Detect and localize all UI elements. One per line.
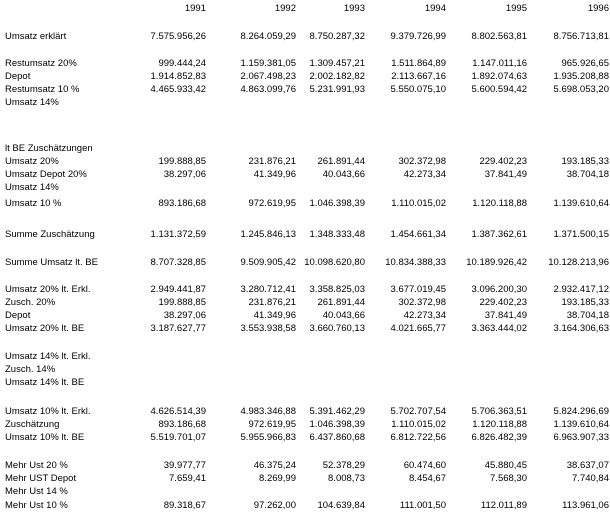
table-row: [0, 198, 610, 210]
table-cell: 8.008,73: [328, 473, 365, 484]
table-row: [0, 310, 610, 322]
table-cell: 1.309.457,21: [309, 58, 365, 69]
table-cell: 1.454.661,34: [390, 229, 446, 240]
table-cell: 39.977,77: [163, 460, 206, 471]
table-row: [0, 364, 610, 376]
table-row: [0, 229, 610, 241]
table-cell: 40.043,66: [322, 169, 365, 180]
table-cell: 5.955.966,83: [240, 432, 296, 443]
table-cell: 10.098.620,80: [304, 257, 365, 268]
table-cell: 2.113.667,16: [391, 71, 446, 82]
table-cell: 8.454,67: [409, 473, 446, 484]
table-row: [0, 182, 610, 194]
table-row: [0, 406, 610, 418]
row-label: Umsatz Depot 20%: [5, 169, 87, 180]
table-cell: 42.273,34: [403, 169, 446, 180]
row-label: Umsatz 14% lt. Erkl.: [5, 351, 91, 362]
year-header: 1995: [505, 3, 527, 14]
table-cell: 1.131.372,59: [150, 229, 206, 240]
table-cell: 5.698.053,20: [553, 84, 609, 95]
table-cell: 111.001,50: [399, 500, 446, 511]
row-label: Mehr Ust 20 %: [5, 460, 68, 471]
table-cell: 8.802.563,81: [471, 31, 527, 42]
table-cell: 3.677.019,45: [390, 284, 446, 295]
table-cell: 302.372,98: [398, 297, 446, 308]
table-cell: 8.756.713,81: [553, 31, 609, 42]
row-label: Depot: [5, 71, 31, 82]
table-cell: 972.619,95: [248, 198, 296, 209]
table-cell: 52.378,29: [322, 460, 365, 471]
table-cell: 4.465.933,42: [150, 84, 206, 95]
table-cell: 229.402,23: [479, 156, 527, 167]
row-label: Mehr Ust 10 %: [5, 500, 68, 511]
table-row: [0, 143, 610, 155]
table-cell: 3.553.938,58: [240, 323, 296, 334]
table-cell: 112.011,89: [480, 500, 527, 511]
table-cell: 8.264.059,29: [240, 31, 296, 42]
row-label: Umsatz 20% lt. Erkl.: [5, 284, 91, 295]
table-cell: 46.375,24: [253, 460, 296, 471]
table-cell: 5.391.462,29: [309, 406, 365, 417]
table-row: [0, 97, 610, 109]
table-cell: 42.273,34: [403, 310, 446, 321]
table-cell: 6.437.860,68: [309, 432, 365, 443]
table-cell: 9.379.726,99: [390, 31, 446, 42]
table-cell: 3.187.627,77: [150, 323, 206, 334]
table-cell: 41.349,96: [253, 310, 296, 321]
row-label: Restumsatz 10 %: [5, 84, 80, 95]
table-row: [0, 500, 610, 512]
table-cell: 2.932.417,12: [553, 284, 609, 295]
row-label: Depot: [5, 310, 31, 321]
table-cell: 3.660.760,13: [309, 323, 365, 334]
table-cell: 5.824.296,69: [553, 406, 609, 417]
row-label: Restumsatz 20%: [5, 58, 77, 69]
table-row: [0, 432, 610, 444]
table-cell: 1.371.500,15: [553, 229, 609, 240]
table-cell: 10.834.388,33: [385, 257, 446, 268]
table-cell: 38.297,06: [163, 310, 206, 321]
table-cell: 231.876,21: [248, 156, 296, 167]
row-label: Umsatz 14%: [5, 182, 59, 193]
table-cell: 1.914.852,83: [150, 71, 206, 82]
table-cell: 1.387.362,61: [471, 229, 527, 240]
table-cell: 1.511.864,89: [391, 58, 446, 69]
table-cell: 38.297,06: [163, 169, 206, 180]
table-cell: 1.935.208,88: [553, 71, 609, 82]
row-label: Umsatz 14%: [5, 97, 59, 108]
table-cell: 193.185,33: [561, 297, 609, 308]
table-cell: 38.704,18: [566, 310, 609, 321]
year-header: 1993: [343, 3, 365, 14]
table-row: [0, 486, 610, 498]
table-cell: 4.021.665,77: [390, 323, 446, 334]
table-row: [0, 31, 610, 43]
table-cell: 5.702.707,54: [390, 406, 446, 417]
table-cell: 45.880,45: [484, 460, 527, 471]
row-label: Umsatz 10% lt. BE: [5, 432, 85, 443]
year-header-row: [0, 3, 610, 15]
row-label: lt BE Zuschätzungen: [5, 143, 93, 154]
table-row: [0, 156, 610, 168]
row-label: Zusch. 14%: [5, 364, 56, 375]
table-cell: 3.164.306,63: [553, 323, 609, 334]
table-row: [0, 351, 610, 363]
table-cell: 7.575.956,26: [150, 31, 206, 42]
table-cell: 5.600.594,42: [471, 84, 527, 95]
table-cell: 1.892.074,63: [471, 71, 527, 82]
table-row: [0, 323, 610, 335]
table-cell: 5.519.701,07: [150, 432, 206, 443]
table-cell: 229.402,23: [479, 297, 527, 308]
table-cell: 10.128.213,96: [548, 257, 609, 268]
row-label: Umsatz 20%: [5, 156, 59, 167]
table-cell: 1.139.610,64: [553, 198, 609, 209]
table-cell: 8.269,99: [259, 473, 296, 484]
table-cell: 199.888,85: [158, 156, 206, 167]
table-cell: 2.002.182,82: [309, 71, 365, 82]
table-cell: 302.372,98: [398, 156, 446, 167]
year-header: 1991: [184, 3, 206, 14]
row-label: Summe Umsatz lt. BE: [5, 257, 98, 268]
table-cell: 893.186,68: [158, 198, 206, 209]
table-cell: 8.707.328,85: [150, 257, 206, 268]
table-cell: 41.349,96: [253, 169, 296, 180]
table-cell: 40.043,66: [322, 310, 365, 321]
table-cell: 1.046.398,39: [309, 198, 365, 209]
row-label: Umsatz 20% lt. BE: [5, 323, 85, 334]
table-cell: 1.147.011,16: [472, 58, 527, 69]
table-cell: 893.186,68: [158, 419, 206, 430]
row-label: Zusch. 20%: [5, 297, 56, 308]
table-cell: 6.826.482,39: [471, 432, 527, 443]
table-cell: 8.750.287,32: [309, 31, 365, 42]
table-cell: 1.110.015,02: [391, 419, 446, 430]
table-cell: 261.891,44: [317, 297, 365, 308]
table-cell: 5.706.363,51: [471, 406, 527, 417]
table-cell: 9.509.905,42: [240, 257, 296, 268]
row-label: Umsatz 14% lt. BE: [5, 377, 85, 388]
table-cell: 4.863.099,76: [240, 84, 296, 95]
row-label: Mehr UST Depot: [5, 473, 77, 484]
table-cell: 38.704,18: [566, 169, 609, 180]
table-cell: 1.348.333,48: [309, 229, 365, 240]
table-cell: 1.046.398,39: [309, 419, 365, 430]
table-cell: 261.891,44: [317, 156, 365, 167]
table-cell: 7.740,84: [572, 473, 609, 484]
table-row: [0, 473, 610, 485]
table-cell: 113.961,06: [562, 500, 609, 511]
table-cell: 3.363.444,02: [471, 323, 527, 334]
table-row: [0, 169, 610, 181]
table-cell: 972.619,95: [248, 419, 296, 430]
table-row: [0, 58, 610, 70]
row-label: Umsatz 10 %: [5, 198, 62, 209]
row-label: Umsatz erklärt: [5, 31, 67, 42]
table-row: [0, 284, 610, 296]
table-cell: 1.120.118,88: [472, 198, 527, 209]
table-cell: 1.110.015,02: [391, 198, 446, 209]
table-cell: 6.963.907,33: [553, 432, 609, 443]
year-header: 1996: [587, 3, 609, 14]
table-cell: 5.550.075,10: [390, 84, 446, 95]
table-cell: 89.318,67: [163, 500, 206, 511]
table-cell: 1.120.118,88: [472, 419, 527, 430]
table-cell: 2.949.441,87: [150, 284, 206, 295]
table-cell: 1.245.846,13: [240, 229, 296, 240]
table-row: [0, 71, 610, 83]
table-cell: 999.444,24: [158, 58, 206, 69]
table-row: [0, 460, 610, 472]
table-cell: 231.876,21: [248, 297, 296, 308]
table-cell: 965.926,65: [561, 58, 609, 69]
table-cell: 193.185,33: [561, 156, 609, 167]
table-cell: 199.888,85: [158, 297, 206, 308]
table-row: [0, 377, 610, 389]
table-cell: 6.812.722,56: [390, 432, 446, 443]
table-row: [0, 257, 610, 269]
table-row: [0, 419, 610, 431]
table-cell: 60.474,60: [403, 460, 446, 471]
table-row: [0, 84, 610, 96]
table-cell: 2.067.498,23: [240, 71, 296, 82]
table-cell: 1.139.610,64: [553, 419, 609, 430]
table-cell: 7.659,41: [169, 473, 206, 484]
table-cell: 1.159.381,05: [240, 58, 296, 69]
table-cell: 5.231.991,93: [309, 84, 365, 95]
row-label: Umsatz 10% lt. Erkl.: [5, 406, 91, 417]
table-cell: 3.280.712,41: [240, 284, 296, 295]
table-cell: 37.841,49: [484, 310, 527, 321]
table-cell: 97.262,00: [253, 500, 296, 511]
row-label: Zuschätzung: [5, 419, 60, 430]
table-cell: 37.841,49: [484, 169, 527, 180]
table-cell: 38.637,07: [566, 460, 609, 471]
table-cell: 4.983.346,88: [240, 406, 296, 417]
table-cell: 3.096.200,30: [471, 284, 527, 295]
table-cell: 4.626.514,39: [150, 406, 206, 417]
table-row: [0, 297, 610, 309]
table-cell: 3.358.825,03: [309, 284, 365, 295]
row-label: Mehr Ust 14 %: [5, 486, 68, 497]
year-header: 1994: [424, 3, 446, 14]
row-label: Summe Zuschätzung: [5, 229, 95, 240]
table-cell: 10.189.926,42: [466, 257, 527, 268]
year-header: 1992: [274, 3, 296, 14]
table-cell: 7.568,30: [490, 473, 527, 484]
table-cell: 104.639,84: [317, 500, 365, 511]
